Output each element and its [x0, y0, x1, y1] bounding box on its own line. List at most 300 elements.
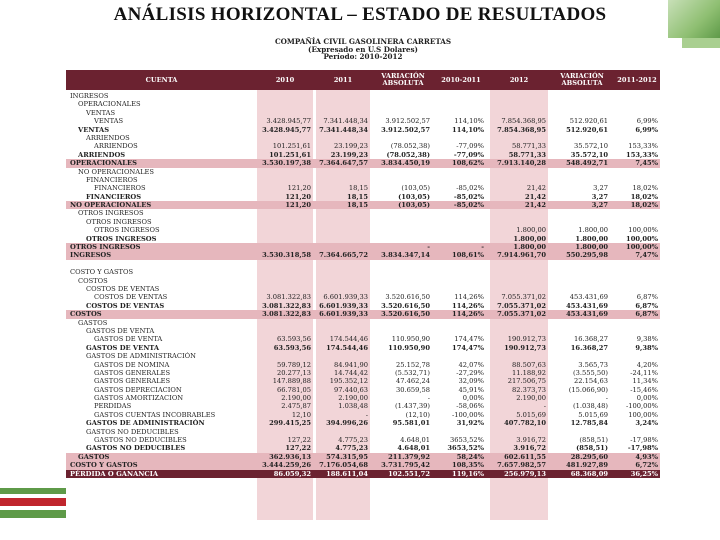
cell-v2011: 18,15: [348, 184, 368, 193]
statement-row: [66, 209, 660, 217]
cell-v2011: 4.775,23: [335, 444, 368, 453]
row-label: COSTOS DE VENTAS: [86, 284, 160, 293]
cell-v2012: 7.055.371,02: [497, 310, 546, 319]
cell-v2012: 190.912,73: [507, 335, 546, 344]
cell-v2010: 59.789,12: [276, 360, 311, 369]
cell-var-abs-2: 16.368,27: [570, 343, 608, 352]
cell-var-rel-1: -77,09%: [453, 150, 484, 159]
statement-rows: [66, 92, 660, 478]
cell-v2010: 3.428.945,77: [266, 117, 311, 126]
row-label: OTROS INGRESOS: [86, 217, 152, 226]
row-label: FINANCIEROS: [86, 192, 142, 201]
cell-v2012: 21,42: [525, 192, 546, 201]
cell-v2011: 174.544,46: [326, 343, 368, 352]
cell-var-rel-2: 9,38%: [636, 335, 658, 344]
cell-var-rel-2: 36,25%: [630, 469, 658, 478]
statement-row: [66, 386, 660, 394]
row-label: COSTOS DE VENTAS: [94, 293, 168, 302]
cell-v2011: 188.611,04: [326, 469, 368, 478]
cell-v2010: 147.889,88: [272, 377, 311, 386]
cell-v2012: 82.373,73: [511, 385, 546, 394]
cell-var-abs-2: (15.066,90): [568, 385, 608, 394]
cell-var-rel-1: 114,26%: [454, 293, 484, 302]
cell-var-rel-2: 0,00%: [636, 394, 658, 403]
statement-row: [66, 461, 660, 469]
cell-var-abs-1: (78.052,38): [386, 150, 430, 159]
cell-var-abs-2: (1.038,48): [573, 402, 608, 411]
cell-v2012: 7.055.371,02: [497, 301, 546, 310]
cell-var-rel-1: 174,47%: [454, 335, 484, 344]
statement-row: [66, 285, 660, 293]
statement-row: [66, 260, 660, 268]
cell-v2012: 217.506,75: [507, 377, 546, 386]
row-label: GASTOS NO DEDUCIBLES: [86, 427, 179, 436]
cell-var-abs-2: 453.431,69: [566, 310, 608, 319]
cell-v2011: 84.941,90: [333, 360, 368, 369]
cell-v2011: 7.364.647,57: [319, 159, 368, 168]
cell-v2011: 7.364.665,72: [319, 251, 368, 260]
cell-var-rel-2: 153,33%: [628, 142, 658, 151]
cell-var-abs-2: 1.800,00: [578, 226, 608, 235]
statement-row: [66, 201, 660, 209]
cell-var-abs-1: 3.834.347,14: [381, 251, 430, 260]
cell-var-rel-2: 18,02%: [632, 184, 658, 193]
side-flag-decoration: [0, 488, 66, 518]
col-var-abs-2: VARIACIÓN ABSOLUTA: [560, 72, 604, 87]
row-label: OTROS INGRESOS: [86, 234, 157, 243]
cell-v2010: 2.190,00: [281, 394, 311, 403]
cell-var-rel-1: 108,35%: [452, 461, 484, 470]
statement-row: [66, 470, 660, 478]
cell-var-rel-1: -85,02%: [456, 184, 484, 193]
cell-var-rel-1: 3653,52%: [447, 444, 484, 453]
cell-var-rel-2: 18,02%: [630, 192, 658, 201]
cell-var-rel-2: 3,24%: [635, 419, 658, 428]
cell-var-abs-1: 30.659,58: [395, 385, 430, 394]
cell-var-rel-2: 7,45%: [635, 159, 658, 168]
report-currency: (Expresado en U.S Dolares): [308, 44, 418, 54]
statement-row: [66, 92, 660, 100]
cell-var-abs-1: 47.462,24: [395, 377, 430, 386]
slide-title: ANÁLISIS HORIZONTAL – ESTADO DE RESULTADOS: [113, 4, 607, 25]
cell-var-abs-2: 3,27: [593, 184, 608, 193]
cell-var-rel-2: 6,87%: [635, 301, 658, 310]
cell-var-rel-1: 114,26%: [452, 310, 484, 319]
cell-v2012: 256.979,13: [504, 469, 546, 478]
cell-var-rel-1: 42,07%: [458, 360, 484, 369]
row-label: GASTOS DE VENTA: [86, 343, 160, 352]
statement-row: [66, 293, 660, 301]
cell-var-rel-1: 108,62%: [452, 159, 484, 168]
cell-var-rel-1: 119,16%: [452, 469, 484, 478]
statement-row: [66, 352, 660, 360]
cell-var-rel-2: -24,11%: [630, 368, 658, 377]
cell-v2012: 5.015,69: [516, 410, 546, 419]
cell-var-abs-1: (103,05): [398, 201, 430, 210]
cell-v2011: 574.315,95: [326, 452, 368, 461]
cell-var-rel-2: 100,00%: [626, 234, 658, 243]
statement-row: [66, 226, 660, 234]
cell-v2011: 7.341.448,34: [319, 125, 368, 134]
cell-var-abs-2: 1.800,00: [575, 243, 608, 252]
row-label: OPERACIONALES: [78, 100, 141, 109]
row-label: ARRIENDOS: [78, 150, 126, 159]
statement-row: [66, 302, 660, 310]
cell-v2012: 7.913.140,28: [497, 159, 546, 168]
statement-row: [66, 411, 660, 419]
cell-v2010: 3.428.945,77: [262, 125, 311, 134]
cell-var-abs-1: 102.551,72: [388, 469, 430, 478]
row-label: GASTOS GENERALES: [94, 368, 171, 377]
cell-v2010: 362.936,13: [269, 452, 311, 461]
cell-var-rel-1: -27,29%: [456, 368, 484, 377]
cell-v2010: 127,22: [285, 444, 311, 453]
cell-v2011: 4.775,23: [338, 436, 368, 445]
cell-var-abs-1: 4.648,01: [397, 444, 430, 453]
cell-v2012: 407.782,10: [504, 419, 546, 428]
cell-var-abs-2: (3.555,50): [573, 368, 608, 377]
statement-row: [66, 151, 660, 159]
statement-row: [66, 142, 660, 150]
cell-v2010: 20.277,13: [276, 368, 311, 377]
row-label: OPERACIONALES: [70, 159, 137, 168]
cell-var-rel-2: 9,38%: [635, 343, 658, 352]
cell-v2012: 602.611,55: [504, 452, 546, 461]
cell-var-rel-2: 6,72%: [635, 461, 658, 470]
statement-row: [66, 319, 660, 327]
cell-v2011: 97.440,63: [333, 385, 368, 394]
cell-var-rel-2: 6,87%: [635, 310, 658, 319]
cell-var-abs-2: 512.920,61: [566, 125, 608, 134]
income-statement-sheet: [66, 38, 660, 540]
cell-var-rel-2: -15,46%: [630, 385, 658, 394]
row-label: GASTOS DE NOMINA: [94, 360, 170, 369]
statement-row: [66, 243, 660, 251]
statement-row: [66, 117, 660, 125]
cell-var-abs-2: (858,51): [576, 444, 608, 453]
cell-var-abs-2: 12.785,84: [570, 419, 608, 428]
cell-v2012: 2.190,00: [516, 394, 546, 403]
statement-row: [66, 176, 660, 184]
statement-row: [66, 419, 660, 427]
cell-var-rel-1: -77,09%: [456, 142, 484, 151]
cell-var-rel-2: 4,93%: [635, 452, 658, 461]
statement-row: [66, 134, 660, 142]
statement-row: [66, 235, 660, 243]
cell-var-rel-2: 7,47%: [635, 251, 658, 260]
cell-var-abs-1: 3.520.616,50: [381, 301, 430, 310]
cell-var-rel-2: 6,99%: [635, 125, 658, 134]
cell-var-rel-1: 58,24%: [456, 452, 484, 461]
row-label: GASTOS DEPRECIACION: [94, 385, 182, 394]
cell-v2010: 299.415,25: [269, 419, 311, 428]
row-label: GASTOS AMORTIZACION: [94, 394, 184, 403]
cell-var-abs-1: 110.950,90: [391, 335, 430, 344]
cell-var-abs-2: 5.015,69: [578, 410, 608, 419]
cell-v2012: 58.771,33: [508, 150, 546, 159]
cell-var-rel-2: 153,33%: [626, 150, 658, 159]
cell-v2010: 86.059,32: [273, 469, 311, 478]
cell-var-abs-1: 3.731.795,42: [381, 461, 430, 470]
cell-v2010: 121,20: [285, 192, 311, 201]
cell-var-abs-1: -: [427, 243, 430, 252]
cell-v2012: 88.507,63: [511, 360, 546, 369]
cell-var-rel-1: -58,06%: [456, 402, 484, 411]
cell-var-rel-1: 114,10%: [454, 117, 484, 126]
col-2011: 2011: [333, 75, 353, 84]
report-company: COMPAÑÍA CIVIL GASOLINERA CARRETAS: [274, 37, 452, 46]
cell-v2012: 1.800,00: [516, 226, 546, 235]
col-var-rel-2: 2011-2012: [617, 75, 657, 84]
statement-row: [66, 444, 660, 452]
statement-row: [66, 344, 660, 352]
cell-var-rel-1: 45,91%: [458, 385, 484, 394]
row-label: COSTOS DE VENTAS: [86, 301, 165, 310]
statement-row: [66, 126, 660, 134]
cell-v2010: 3.081.322,83: [266, 293, 311, 302]
row-label: COSTO Y GASTOS: [70, 268, 134, 277]
cell-var-rel-2: 100,00%: [628, 226, 658, 235]
col-cuenta: CUENTA: [145, 75, 178, 84]
cell-v2010: 127,22: [287, 436, 311, 445]
cell-var-rel-1: 174,47%: [452, 343, 484, 352]
cell-v2011: 14.744,42: [333, 368, 368, 377]
cell-var-abs-2: 22.154,63: [573, 377, 608, 386]
statement-row: [66, 335, 660, 343]
cell-var-abs-1: 95.581,01: [392, 419, 430, 428]
row-label: FINANCIEROS: [94, 184, 146, 193]
row-label: ARRIENDOS: [86, 133, 130, 142]
cell-v2010: 3.081.322,83: [262, 310, 311, 319]
statement-row: [66, 251, 660, 259]
cell-v2011: 2.190,00: [338, 394, 368, 403]
statement-row: [66, 327, 660, 335]
cell-var-abs-1: (103,05): [398, 192, 430, 201]
cell-v2012: 21,42: [525, 201, 546, 210]
row-label: PÉRDIDA O GANANCIA: [70, 469, 159, 478]
cell-v2012: 1.800,00: [513, 243, 546, 252]
cell-var-abs-2: 548.492,71: [566, 159, 608, 168]
cell-var-abs-2: 453.431,69: [566, 301, 608, 310]
cell-var-abs-2: 481.927,89: [566, 461, 608, 470]
cell-v2011: 7.341.448,34: [323, 117, 368, 126]
cell-var-abs-1: (5.532,71): [395, 368, 430, 377]
cell-v2010: 3.530.197,38: [262, 159, 311, 168]
cell-var-rel-1: 114,26%: [452, 301, 484, 310]
cell-var-abs-1: 3.912.502,57: [385, 117, 430, 126]
cell-var-rel-2: -17,98%: [630, 436, 658, 445]
cell-v2012: 21,42: [526, 184, 546, 193]
cell-var-abs-2: 3,27: [591, 201, 608, 210]
statement-row: [66, 168, 660, 176]
cell-v2010: 101.251,61: [272, 142, 311, 151]
cell-v2011: 6.601.939,33: [319, 310, 368, 319]
row-label: INGRESOS: [70, 92, 109, 100]
statement-row: [66, 428, 660, 436]
statement-row: [66, 109, 660, 117]
col-2012: 2012: [509, 75, 529, 84]
cell-v2011: 6.601.939,33: [323, 293, 368, 302]
report-header: [66, 38, 660, 61]
cell-var-rel-2: 6,87%: [636, 293, 658, 302]
cell-var-rel-2: 100,00%: [628, 410, 658, 419]
cell-var-rel-1: -85,02%: [453, 201, 484, 210]
cell-var-abs-1: -: [427, 394, 430, 403]
cell-v2010: 2.475,87: [281, 402, 311, 411]
cell-var-rel-1: 31,92%: [456, 419, 484, 428]
statement-row: [66, 310, 660, 318]
row-label: NO OPERACIONALES: [78, 167, 155, 176]
row-label: GASTOS: [78, 318, 108, 327]
cell-var-abs-1: (103,05): [401, 184, 430, 193]
statement-row: [66, 436, 660, 444]
statement-row: [66, 453, 660, 461]
statement-row: [66, 268, 660, 276]
cell-var-rel-2: 11,34%: [632, 377, 658, 386]
row-label: GASTOS DE ADMINISTRACIÓN: [86, 352, 196, 361]
row-label: PERDIDAS: [94, 402, 132, 411]
row-label: GASTOS CUENTAS INCOBRABLES: [94, 410, 216, 419]
cell-var-abs-2: 28.295,60: [570, 452, 608, 461]
statement-row: [66, 402, 660, 410]
statement-row: [66, 394, 660, 402]
cell-v2011: 1.038,48: [338, 402, 368, 411]
cell-v2011: 18,15: [347, 192, 368, 201]
cell-v2012: 1.800,00: [513, 234, 546, 243]
cell-var-abs-1: 25.152,78: [395, 360, 430, 369]
row-label: GASTOS GENERALES: [94, 377, 171, 386]
row-label: FINANCIEROS: [86, 175, 138, 184]
cell-v2012: 7.657.982,57: [497, 461, 546, 470]
cell-v2010: 63.593,56: [276, 335, 311, 344]
row-label: COSTO Y GASTOS: [70, 461, 138, 470]
row-label: COSTOS: [78, 276, 108, 285]
row-label: GASTOS NO DEDUCIBLES: [94, 436, 187, 445]
cell-var-rel-1: 108,61%: [452, 251, 484, 260]
statement-row: [66, 361, 660, 369]
cell-var-abs-2: 453.431,69: [569, 293, 608, 302]
corner-decoration-strip: [682, 38, 720, 48]
cell-v2012: 7.854.368,95: [501, 117, 546, 126]
row-label: OTROS INGRESOS: [70, 243, 141, 252]
cell-var-abs-1: 3.520.616,50: [385, 293, 430, 302]
cell-var-rel-2: -100,00%: [625, 402, 658, 411]
cell-var-rel-2: 4,20%: [636, 360, 658, 369]
row-label: COSTOS: [70, 310, 102, 319]
row-label: OTROS INGRESOS: [78, 209, 144, 218]
cell-var-abs-1: 3.912.502,57: [381, 125, 430, 134]
cell-v2012: 3.916,72: [516, 436, 546, 445]
cell-var-rel-1: 0,00%: [462, 394, 484, 403]
cell-v2010: 12,10: [291, 410, 311, 419]
cell-var-rel-2: 100,00%: [626, 243, 658, 252]
row-label: VENTAS: [86, 108, 116, 117]
row-label: VENTAS: [78, 125, 110, 134]
statement-row: [66, 277, 660, 285]
cell-v2012: 7.055.371,02: [501, 293, 546, 302]
cell-var-abs-1: 3.520.616,50: [381, 310, 430, 319]
cell-v2011: 195.352,12: [329, 377, 368, 386]
cell-v2011: 6.601.939,33: [319, 301, 368, 310]
row-label: GASTOS DE ADMINISTRACIÓN: [86, 419, 205, 428]
row-label: INGRESOS: [70, 251, 112, 260]
cell-var-abs-1: 211.379,92: [388, 452, 430, 461]
cell-var-rel-1: 32,09%: [458, 377, 484, 386]
cell-var-rel-1: -100,00%: [451, 410, 484, 419]
cell-v2010: 121,20: [285, 201, 311, 210]
cell-v2012: 3.916,72: [513, 444, 546, 453]
cell-v2012: 11.188,92: [511, 368, 546, 377]
col-var-rel-1: 2010-2011: [441, 75, 481, 84]
cell-var-abs-1: (78.052,38): [390, 142, 430, 151]
cell-var-abs-1: 4.648,01: [400, 436, 430, 445]
cell-var-rel-2: 18,02%: [630, 201, 658, 210]
statement-row: [66, 184, 660, 192]
cell-v2011: 7.176.054,68: [319, 461, 368, 470]
cell-v2012: 58.771,33: [511, 142, 546, 151]
cell-var-abs-1: (12,10): [405, 410, 430, 419]
cell-var-rel-2: 6,99%: [636, 117, 658, 126]
cell-var-rel-1: 3653,52%: [449, 436, 484, 445]
cell-var-abs-2: 3.565,73: [578, 360, 608, 369]
cell-var-abs-2: (858,51): [579, 436, 608, 445]
cell-var-rel-1: -85,02%: [453, 192, 484, 201]
cell-var-rel-2: -17,98%: [627, 444, 658, 453]
cell-v2010: 66.781,05: [276, 385, 311, 394]
cell-var-abs-2: 16.368,27: [573, 335, 608, 344]
cell-v2011: 394.996,26: [326, 419, 368, 428]
row-label: OTROS INGRESOS: [94, 226, 160, 235]
statement-row: [66, 100, 660, 108]
cell-var-abs-2: -: [605, 394, 608, 403]
cell-var-abs-2: 35.572,10: [573, 142, 608, 151]
cell-v2011: 23.199,23: [333, 142, 368, 151]
cell-var-abs-2: 68.368,09: [570, 469, 608, 478]
cell-var-abs-2: 1.800,00: [575, 234, 608, 243]
corner-decoration: [668, 0, 720, 38]
statement-row: [66, 377, 660, 385]
cell-v2011: 174.544,46: [329, 335, 368, 344]
statement-row: [66, 369, 660, 377]
cell-var-rel-1: -: [481, 243, 484, 252]
cell-var-abs-1: 3.834.450,19: [381, 159, 430, 168]
cell-v2010: 3.530.318,58: [262, 251, 311, 260]
cell-v2011: 18,15: [347, 201, 368, 210]
col-2010: 2010: [275, 75, 295, 84]
cell-var-abs-2: 550.295,98: [566, 251, 608, 260]
cell-v2012: 7.914.961,70: [497, 251, 546, 260]
cell-var-abs-1: 110.950,90: [388, 343, 430, 352]
cell-v2011: 23.199,23: [330, 150, 368, 159]
cell-v2012: -: [543, 402, 546, 411]
cell-v2010: 121,20: [287, 184, 311, 193]
cell-var-rel-1: 114,10%: [452, 125, 484, 134]
cell-var-abs-1: (1.437,39): [395, 402, 430, 411]
cell-var-abs-2: 3,27: [591, 192, 608, 201]
cell-var-abs-2: 35.572,10: [570, 150, 608, 159]
row-label: GASTOS DE VENTA: [86, 326, 155, 335]
report-period: Período: 2010-2012: [323, 52, 403, 62]
statement-row: [66, 159, 660, 167]
row-label: GASTOS: [78, 452, 110, 461]
row-label: GASTOS DE VENTA: [94, 335, 163, 344]
statement-row: [66, 193, 660, 201]
cell-v2011: -: [365, 410, 368, 419]
cell-v2010: 101.251,61: [269, 150, 311, 159]
cell-v2010: 63.593,56: [273, 343, 311, 352]
cell-v2012: 190.912,73: [504, 343, 546, 352]
col-var-abs-1: VARIACIÓN ABSOLUTA: [381, 72, 425, 87]
